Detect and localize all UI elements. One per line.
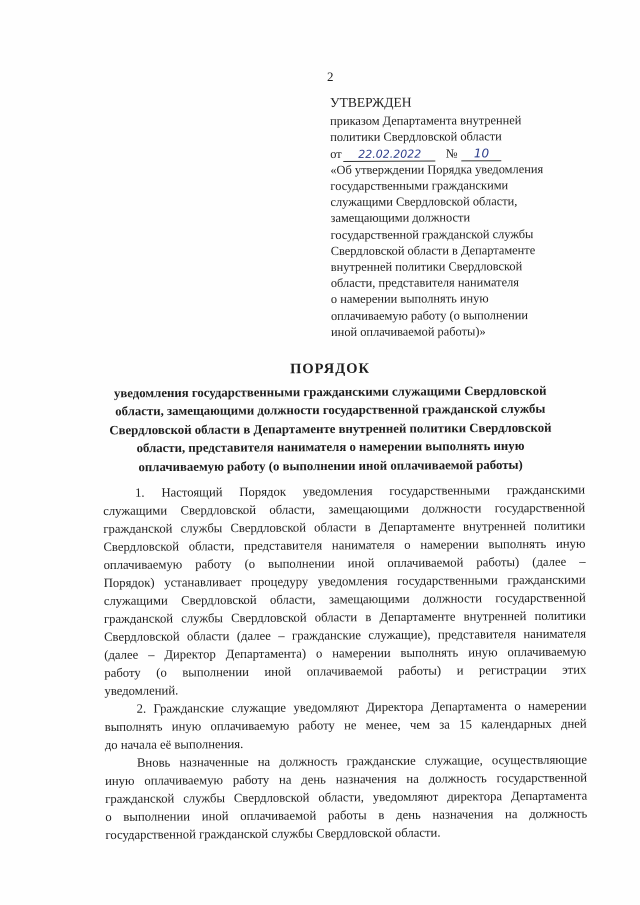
paragraph-3-line: государственной гражданской службы Свердловской области. [105, 825, 441, 842]
approval-subject-line: служащими Свердловской области, [330, 194, 518, 210]
paragraph-3-line: иную оплачиваемую работу на день назначения на должность государственной [105, 770, 588, 788]
paragraph-3-line: о выполнении иной оплачиваемой работы в день назначения на должность [105, 806, 588, 824]
paragraph-1-line: уведомлений. [104, 683, 179, 698]
approval-subject-line: замещающими должности [330, 210, 471, 226]
approval-subject-line: оплачиваемую работу (о выполнении [330, 307, 528, 323]
paragraph-1-line: работу (о выполнении иной оплачиваемой работы) и регистрации этих [104, 662, 587, 680]
approval-line: приказом Департамента внутренней [330, 113, 522, 129]
approval-subject-line: о намерении выполнять иную [330, 291, 489, 307]
paragraph-3-line: гражданской службы Свердловской области, уведомляют директора Департамента [105, 788, 588, 806]
paragraph-1-line: гражданской службы Свердловской области в Департаменте внутренней политики [103, 518, 586, 536]
date-prefix: от [330, 146, 342, 161]
paragraph-1-line: Порядок) устанавливает процедуру уведомления государственными гражданскими [103, 572, 586, 590]
paragraph-2-line: выполнять иную оплачиваемую работу не менее, чем за 15 календарных дней [104, 716, 587, 734]
handwritten-number: 10 [462, 147, 502, 161]
approval-stamp-block [330, 94, 611, 340]
number-sign: № [445, 146, 458, 161]
title-line: уведомления государственными гражданскими служащими Свердловской [113, 383, 547, 400]
paragraph-1-line: оплачиваемую работу (о выполнении иной оплачиваемой работы) (далее – [103, 554, 586, 572]
approval-subject-line: области, представителя нанимателя [330, 275, 520, 291]
approval-subject-line: внутренней политики Свердловской [330, 259, 523, 275]
handwritten-date: 22.02.2022 [344, 147, 436, 161]
paragraph-2-line: до начала её выполнения. [104, 737, 244, 752]
paragraph-1-line: Свердловской области (далее – гражданские служащие), представителя нанимателя [104, 626, 587, 644]
paragraph-1-line: гражданской службы Свердловской области в Департаменте внутренней политики [103, 608, 586, 626]
paragraph-1-line: (далее – Директор Департамента) о намерении выполнять иную оплачиваемую [104, 644, 587, 662]
approval-subject-line: Свердловской области в Департаменте [330, 242, 536, 258]
title-line: Свердловской области в Департаменте внутренней политики Свердловской [109, 420, 552, 438]
document-title-block [95, 359, 566, 477]
title-line: области, представителя нанимателя о намерении выполнять иную [136, 439, 525, 456]
approval-subject-line: «Об утверждении Порядка уведомления [330, 161, 544, 177]
paragraph-2-line: 2. Гражданские служащие уведомляют Директора Департамента о намерении [136, 698, 587, 716]
approval-subject-line: иной оплачиваемой работы)» [331, 324, 486, 339]
paragraph-3-line: Вновь назначенные на должность гражданские служащие, осуществляющие [136, 752, 587, 770]
approval-subject-line: государственной гражданской службы [330, 226, 534, 242]
paragraph-1-line: служащими Свердловской области, замещающими должности государственной [103, 500, 586, 518]
paragraph-1-line: служащими Свердловской области, замещающими должности государственной [103, 590, 586, 608]
approval-line: политики Свердловской области [330, 129, 502, 145]
approval-subject-line: государственными гражданскими [330, 178, 509, 194]
paragraph-1-line: Свердловской области, представителя нанимателя о намерении выполнять иную [103, 536, 586, 554]
document-title: ПОРЯДОК [290, 360, 371, 378]
page-number: 2 [327, 69, 334, 84]
paragraph-1-line: 1. Настоящий Порядок уведомления государственными гражданскими [135, 482, 586, 500]
approval-heading: УТВЕРЖДЕН [330, 94, 412, 110]
approval-date-line [330, 144, 610, 161]
title-line: оплачиваемую работу (о выполнении иной оплачиваемой работы) [138, 457, 523, 475]
document-body [103, 481, 588, 844]
title-line: области, замещающими должности государственной гражданской службы [115, 401, 546, 419]
